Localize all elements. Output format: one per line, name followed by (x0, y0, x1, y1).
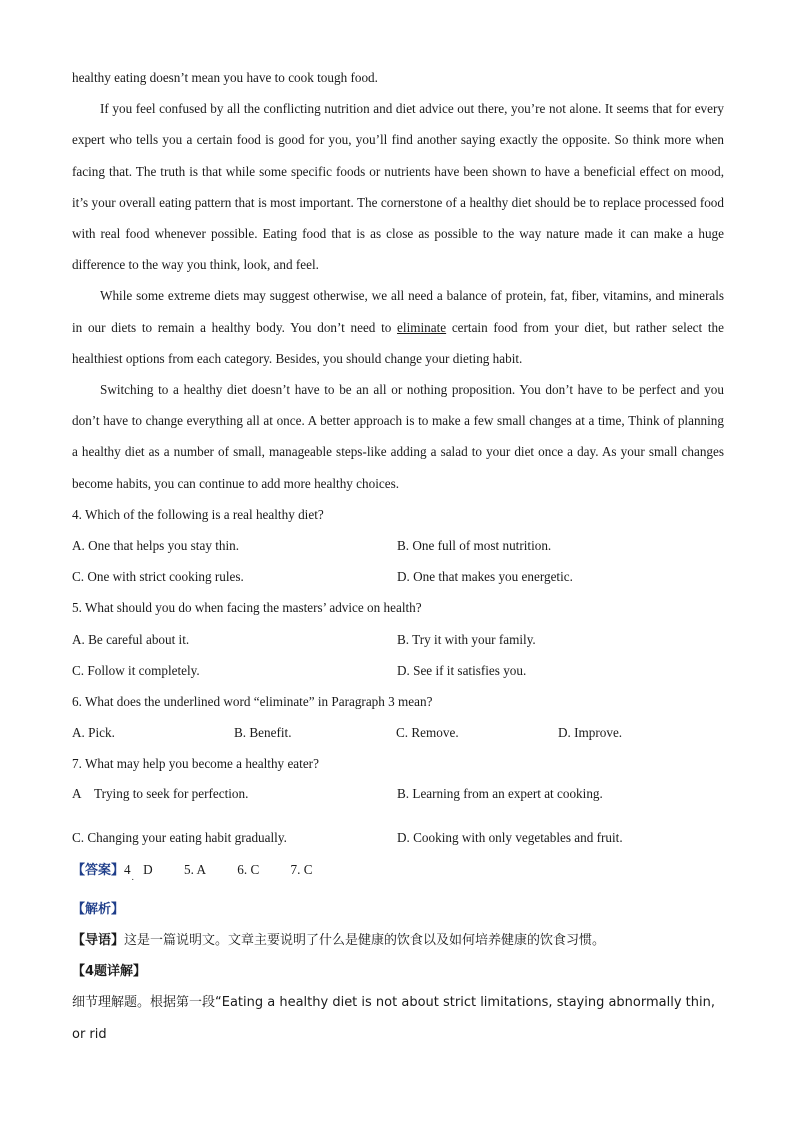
question-4-stem: 4. Which of the following is a real healthy diet? (72, 506, 324, 522)
question-6-option-d: D. Improve. (558, 725, 623, 741)
question-7-option-b: B. Learning from an expert at cooking. (397, 785, 603, 801)
answer-item-7: 7. C (290, 861, 313, 877)
passage-paragraph-3 (72, 280, 724, 374)
question-7-stem: 7. What may help you become a healthy eater? (72, 756, 319, 772)
analysis-q4-tag: 【4题详解】 (72, 964, 147, 980)
question-4-option-a: A. One that helps you stay thin. (72, 538, 240, 554)
question-7-options (72, 780, 724, 853)
passage-line-continued: healthy eating doesn’t mean you have to cook tough food. (72, 70, 378, 85)
question-4-option-d: D. One that makes you energetic. (397, 569, 573, 585)
answer-line (72, 853, 724, 894)
question-5-stem: 5. What should you do when facing the masters’ advice on health? (72, 600, 422, 616)
question-4-option-b: B. One full of most nutrition. (397, 538, 552, 554)
question-5-option-d: D. See if it satisfies you. (397, 662, 527, 678)
answer-item-6: 6. C (237, 861, 260, 877)
question-7-option-d: D. Cooking with only vegetables and fruit. (397, 829, 623, 845)
passage-paragraph-4: Switching to a healthy diet doesn’t have to be an all or nothing proposition. You don’t have to be perfect and you don’t have to change everything all at once. A better approach is to make a few small changes at a time, Think of planning a healthy diet as a number of small, manageable steps-like adding a salad to your diet once a day. As your small changes become habits, you can continue to add more healthy choices. (72, 382, 724, 491)
question-6-option-c: C. Remove. (396, 725, 459, 741)
question-7-option-c: C. Changing your eating habit gradually. (72, 829, 287, 845)
analysis-q4-heading (72, 956, 724, 987)
analysis-guide-tag: 【导语】 (72, 933, 125, 949)
question-7-option-a: A Trying to seek for perfection. (72, 785, 249, 801)
passage-paragraph-2: If you feel confused by all the conflicting nutrition and diet advice out there, you’re not alone. It seems that for every expert who tells you a certain food is good for you, you’ll find another saying exactly the opposite. So think more when facing that. The truth is that while some specific foods or nutrients have been shown to have a beneficial effect on mood, it’s your overall eating pattern that is most important. The cornerstone of a healthy diet should be to replace processed food with real food whenever possible. Eating food that is as close as possible to the way nature made it can make a huge difference to the way you think, look, and feel. (72, 101, 724, 273)
question-6-options (72, 717, 724, 748)
underlined-word: eliminate (397, 319, 447, 335)
question-5-options (72, 624, 724, 686)
analysis-q4-text: 细节理解题。根据第一段“Eating a healthy diet is not about strict limitations, staying abnormally thin, or rid (72, 995, 715, 1042)
question-6-stem: 6. What does the underlined word “eliminate” in Paragraph 3 mean? (72, 694, 433, 710)
answer-item-5: 5. A (183, 861, 206, 877)
passage-paragraph-3-part-b: certain food from your diet, but rather select the healthiest options from each category. Besides, you should change your dieting habit. (72, 319, 724, 366)
passage-paragraph-3-part-a: While some extreme diets may suggest otherwise, we all need a balance of protein, fat, fiber, vitamins, and minerals in our diets to remain a healthy body. You don’t need to (72, 288, 724, 335)
document-page (72, 62, 724, 1050)
question-6-option-a: A. Pick. (72, 725, 115, 741)
answer-item-4-number: 4 (124, 861, 131, 877)
analysis-guide-text: 这是一篇说明文。文章主要说明了什么是健康的饮食以及如何培养健康的饮食习惯。 (124, 933, 606, 949)
question-6-option-b: B. Benefit. (234, 725, 292, 741)
question-4-options (72, 530, 724, 592)
answer-label: 【答案】 (72, 862, 125, 878)
answer-item-4-choice: D (143, 861, 153, 877)
answer-item-4 (124, 853, 134, 894)
analysis-guide (72, 925, 724, 956)
answer-item-4-dot: . (131, 871, 134, 882)
question-5-option-a: A. Be careful about it. (72, 631, 190, 647)
question-5-option-b: B. Try it with your family. (397, 631, 536, 647)
question-5-option-c: C. Follow it completely. (72, 662, 200, 678)
question-4-option-c: C. One with strict cooking rules. (72, 569, 244, 585)
analysis-heading: 【解析】 (72, 901, 125, 917)
